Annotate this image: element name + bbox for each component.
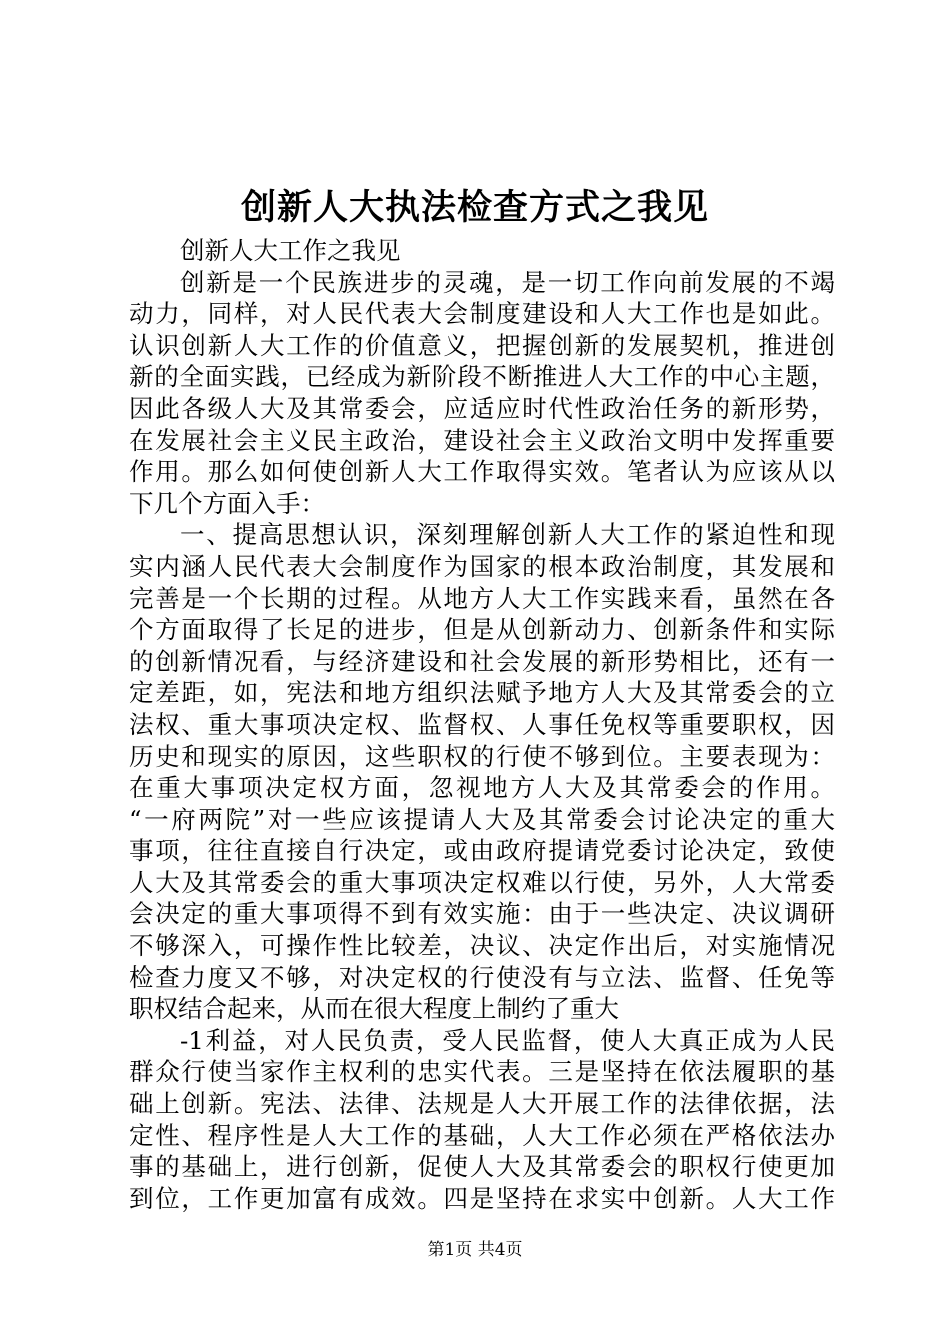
body-line: 群众行使当家作主权利的忠实代表。三是坚持在依法履职的基: [129, 1057, 835, 1087]
body-line: 不够深入，可操作性比较差，决议、决定作出后，对实施情况: [129, 931, 835, 961]
body-line: 检查力度又不够，对决定权的行使没有与立法、监督、任免等: [129, 962, 835, 992]
body-line: 个方面取得了长足的进步，但是从创新动力、创新条件和实际: [129, 615, 835, 645]
body-line: 础上创新。宪法、法律、法规是人大开展工作的法律依据，法: [129, 1089, 835, 1119]
document-body: [129, 235, 835, 1214]
body-line: 到位，工作更加富有成效。四是坚持在求实中创新。人大工作: [129, 1183, 835, 1213]
body-line: 职权结合起来，从而在很大程度上制约了重大: [129, 994, 619, 1024]
body-line: 在重大事项决定权方面，忽视地方人大及其常委会的作用。: [129, 773, 835, 803]
body-line: 新的全面实践，已经成为新阶段不断推进人大工作的中心主题，: [129, 362, 835, 392]
body-line: 会决定的重大事项得不到有效实施：由于一些决定、决议调研: [129, 899, 835, 929]
body-line: “一府两院”对一些应该提请人大及其常委会讨论决定的重大: [129, 804, 835, 834]
body-line: 人大及其常委会的重大事项决定权难以行使，另外，人大常委: [129, 867, 835, 897]
body-line: 认识创新人大工作的价值意义，把握创新的发展契机，推进创: [129, 330, 835, 360]
body-line: 创新是一个民族进步的灵魂，是一切工作向前发展的不竭: [180, 267, 835, 297]
body-line: 动力，同样，对人民代表大会制度建设和人大工作也是如此。: [129, 299, 835, 329]
body-line: 下几个方面入手：: [129, 488, 325, 518]
body-line: 实内涵人民代表大会制度作为国家的根本政治制度，其发展和: [129, 551, 835, 581]
body-line: -1利益，对人民负责，受人民监督，使人大真正成为人民: [180, 1025, 835, 1055]
body-line: 创新人大工作之我见: [180, 236, 401, 265]
body-line: 法权、重大事项决定权、监督权、人事任免权等重要职权，因: [129, 709, 835, 739]
body-line: 事的基础上，进行创新，促使人大及其常委会的职权行使更加: [129, 1152, 835, 1182]
body-line: 因此各级人大及其常委会，应适应时代性政治任务的新形势，: [129, 393, 835, 423]
body-line: 一、提高思想认识，深刻理解创新人大工作的紧迫性和现: [180, 520, 835, 550]
body-line: 完善是一个长期的过程。从地方人大工作实践来看，虽然在各: [129, 583, 835, 613]
document-title: 创新人大执法检查方式之我见: [240, 187, 709, 228]
body-line: 历史和现实的原因，这些职权的行使不够到位。主要表现为：: [129, 741, 835, 771]
page-footer: 第1页 共4页: [427, 1240, 523, 1260]
body-line: 的创新情况看，与经济建设和社会发展的新形势相比，还有一: [129, 646, 835, 676]
body-line: 定性、程序性是人大工作的基础，人大工作必须在严格依法办: [129, 1120, 835, 1150]
body-line: 在发展社会主义民主政治，建设社会主义政治文明中发挥重要: [129, 425, 835, 455]
body-line: 作用。那么如何使创新人大工作取得实效。笔者认为应该从以: [129, 457, 835, 487]
body-line: 定差距，如，宪法和地方组织法赋予地方人大及其常委会的立: [129, 678, 835, 708]
body-line: 事项，往往直接自行决定，或由政府提请党委讨论决定，致使: [129, 836, 835, 866]
